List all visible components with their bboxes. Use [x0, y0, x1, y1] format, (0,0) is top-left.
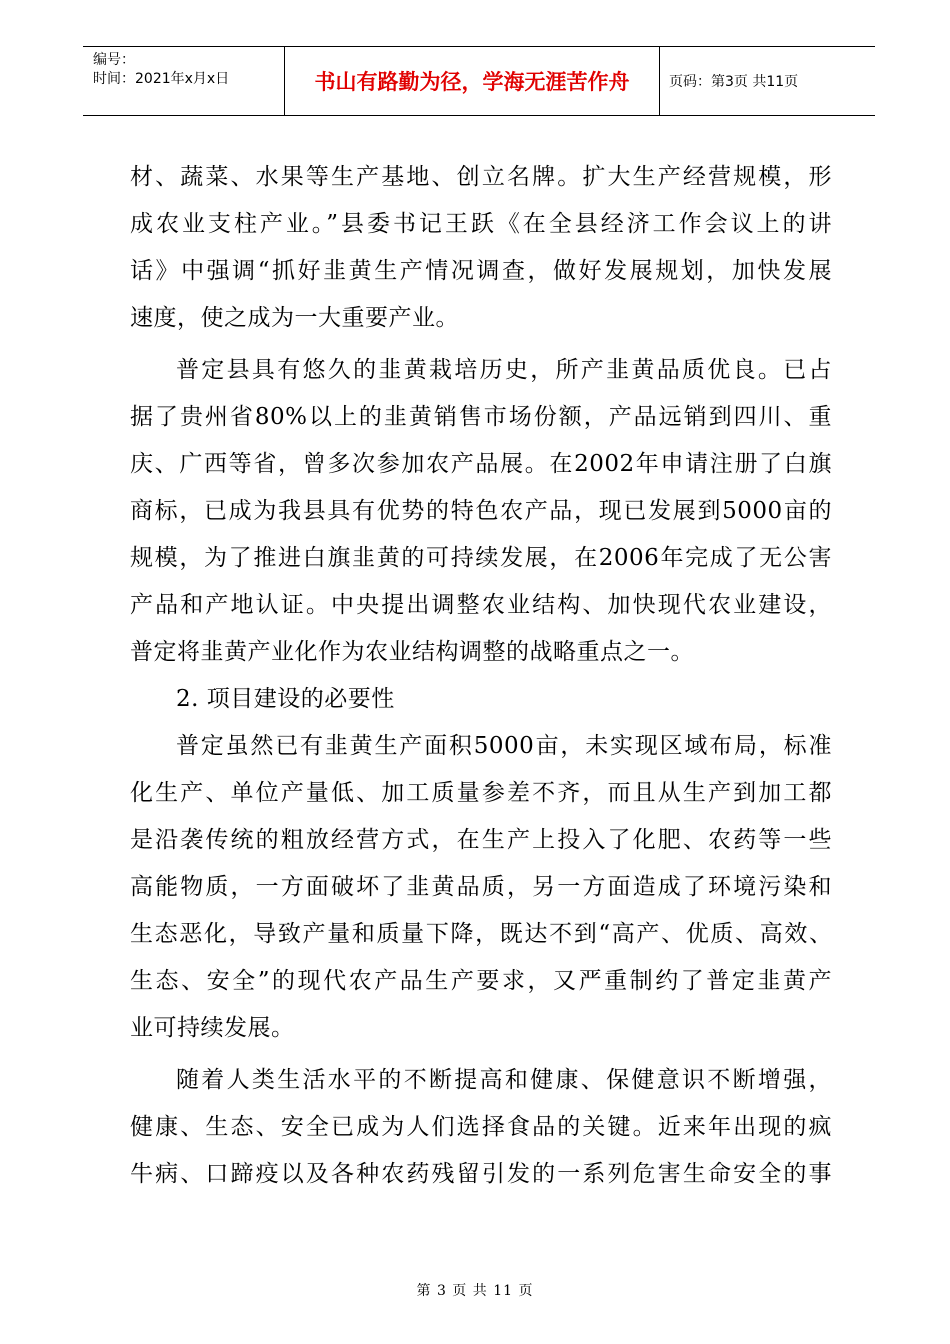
- body-line: 高能物质，一方面破坏了韭黄品质，另一方面造成了环境污染和: [130, 874, 832, 900]
- body-line: 规模，为了推进白旗韭黄的可持续发展，在2006年完成了无公害: [130, 545, 832, 571]
- body-line: 话》中强调“抓好韭黄生产情况调查，做好发展规划，加快发展: [130, 258, 832, 284]
- body-line: 业可持续发展。: [130, 1015, 295, 1041]
- header-number-label: 编号：: [93, 52, 135, 68]
- body-line: 据了贵州省80%以上的韭黄销售市场份额，产品远销到四川、重: [130, 404, 832, 430]
- body-line: 庆、广西等省，曾多次参加农产品展。在2002年申请注册了白旗: [130, 451, 832, 477]
- body-line: 生态恶化，导致产量和质量下降，既达不到“高产、优质、高效、: [130, 921, 832, 947]
- body-line: 普定将韭黄产业化作为农业结构调整的战略重点之一。: [130, 639, 694, 665]
- document-body: [130, 154, 832, 1198]
- body-line: 普定虽然已有韭黄生产面积5000亩，未实现区域布局，标准: [176, 733, 832, 759]
- body-line: 牛病、口蹄疫以及各种农药残留引发的一系列危害生命安全的事: [130, 1161, 832, 1187]
- body-line: 化生产、单位产量低、加工质量参差不齐，而且从生产到加工都: [130, 780, 832, 806]
- body-line: 商标，已成为我县具有优势的特色农产品，现已发展到5000亩的: [130, 498, 832, 524]
- page-header: [83, 46, 875, 116]
- body-line: 是沿袭传统的粗放经营方式，在生产上投入了化肥、农药等一些: [130, 827, 832, 853]
- header-motto: 书山有路勤为径，学海无涯苦作舟: [314, 70, 630, 94]
- page-footer: 第 3 页 共 11 页: [416, 1283, 534, 1299]
- body-line: 速度，使之成为一大重要产业。: [130, 305, 459, 331]
- header-time-label: 时间：2021年x月x日: [93, 71, 230, 87]
- body-line: 材、蔬菜、水果等生产基地、创立名牌。扩大生产经营规模，形: [130, 164, 832, 190]
- body-line: 健康、生态、安全已成为人们选择食品的关键。近来年出现的疯: [130, 1114, 832, 1140]
- body-line: 成农业支柱产业。”县委书记王跃《在全县经济工作会议上的讲: [130, 211, 832, 237]
- header-divider-right: [659, 47, 660, 115]
- section-heading: 2. 项目建设的必要性: [176, 686, 395, 712]
- body-line: 普定县具有悠久的韭黄栽培历史，所产韭黄品质优良。已占: [176, 357, 832, 383]
- header-meta: [93, 51, 283, 89]
- header-page-label: 页码：第3页 共11页: [669, 74, 799, 90]
- body-line: 生态、安全”的现代农产品生产要求，又严重制约了普定韭黄产: [130, 968, 832, 994]
- body-line: 随着人类生活水平的不断提高和健康、保健意识不断增强，: [176, 1067, 832, 1093]
- body-line: 产品和产地认证。中央提出调整农业结构、加快现代农业建设，: [130, 592, 832, 618]
